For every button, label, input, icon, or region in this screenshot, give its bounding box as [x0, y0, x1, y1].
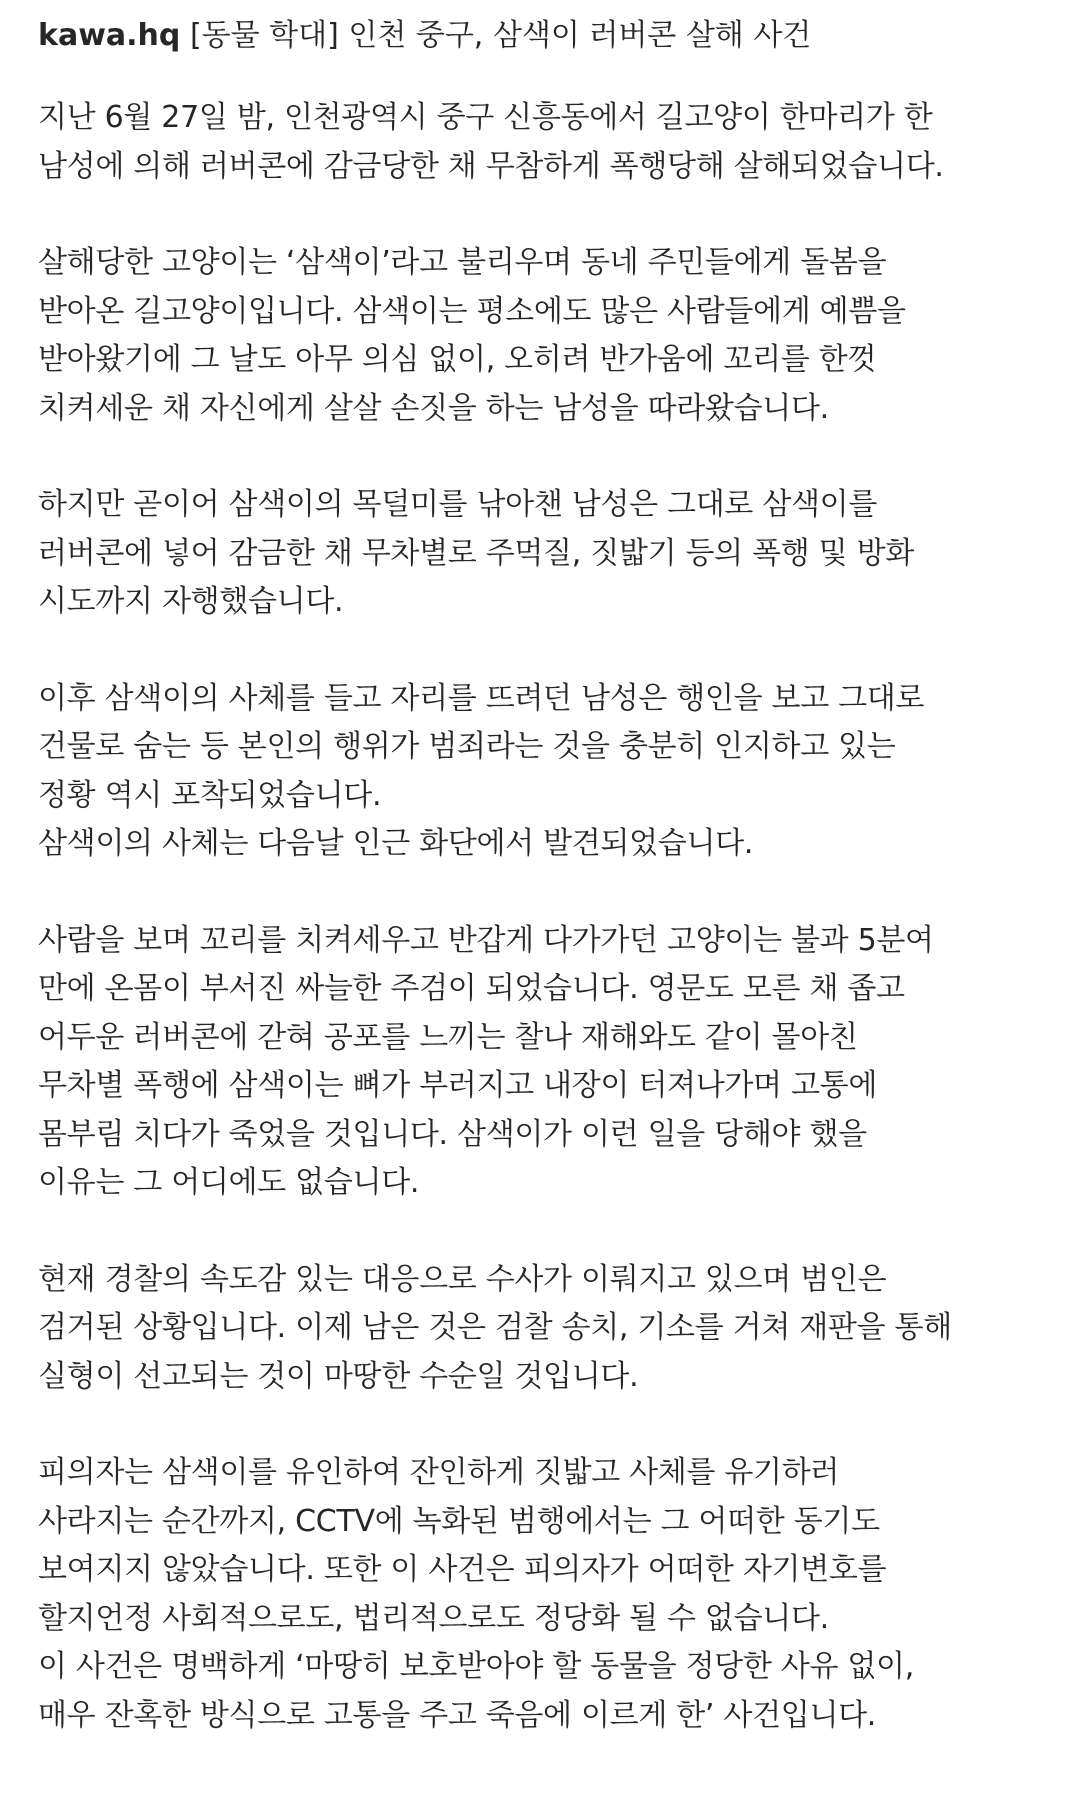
- caption-paragraph: [38, 1449, 1048, 1740]
- caption-line: 시도까지 자행했습니다.: [38, 584, 344, 619]
- caption-paragraph: [38, 239, 1048, 433]
- caption-line: 받아왔기에 그 날도 아무 의심 없이, 오히려 반가움에 꼬리를 한껏: [38, 342, 877, 377]
- caption-line: 이유는 그 어디에도 없습니다.: [38, 1165, 420, 1200]
- caption-line: 이 사건은 명백하게 ‘마땅히 보호받아야 할 동물을 정당한 사유 없이,: [38, 1649, 914, 1684]
- caption-paragraph: [38, 675, 1048, 869]
- caption-line: 피의자는 삼색이를 유인하여 잔인하게 짓밟고 사체를 유기하러: [38, 1455, 840, 1490]
- caption-line: 받아온 길고양이입니다. 삼색이는 평소에도 많은 사람들에게 예쁨을: [38, 293, 906, 329]
- post-caption: [38, 14, 1048, 1788]
- caption-line: 검거된 상황입니다. 이제 남은 것은 검찰 송치, 기소를 거쳐 재판을 통해: [38, 1310, 952, 1345]
- username-link[interactable]: kawa.hq: [38, 18, 181, 53]
- caption-line: 치켜세운 채 자신에게 살살 손짓을 하는 남성을 따라왔습니다.: [38, 390, 829, 426]
- caption-header: [38, 14, 1048, 58]
- caption-line: 무차별 폭행에 삼색이는 뼈가 부러지고 내장이 터져나가며 고통에: [38, 1068, 878, 1103]
- caption-line: 건물로 숨는 등 본인의 행위가 범죄라는 것을 충분히 인지하고 있는: [38, 729, 896, 764]
- caption-paragraph: [38, 1256, 1048, 1402]
- caption-line: 현재 경찰의 속도감 있는 대응으로 수사가 이뤄지고 있으며 범인은: [38, 1261, 887, 1297]
- caption-paragraph: [38, 481, 1048, 627]
- caption-line: 만에 온몸이 부서진 싸늘한 주검이 되었습니다. 영문도 모른 채 좁고: [38, 971, 905, 1006]
- caption-line: 러버콘에 넣어 감금한 채 무차별로 주먹질, 짓밟기 등의 폭행 및 방화: [38, 535, 914, 571]
- caption-line: 어두운 러버콘에 갇혀 공포를 느끼는 찰나 재해와도 같이 몰아친: [38, 1019, 858, 1055]
- caption-line: 삼색이의 사체는 다음날 인근 화단에서 발견되었습니다.: [38, 826, 754, 861]
- caption-line: 할지언정 사회적으로도, 법리적으로도 정당화 될 수 없습니다.: [38, 1600, 829, 1636]
- caption-line: 이후 삼색이의 사체를 들고 자리를 뜨려던 남성은 행인을 보고 그대로: [38, 680, 925, 716]
- post-title: [동물 학대] 인천 중구, 삼색이 러버콘 살해 사건: [189, 18, 812, 53]
- caption-paragraph: [38, 917, 1048, 1208]
- caption-line: 몸부림 치다가 죽었을 것입니다. 삼색이가 이런 일을 당해야 했을: [38, 1116, 867, 1152]
- caption-line: 지난 6월 27일 밤, 인천광역시 중구 신흥동에서 길고양이 한마리가 한: [38, 100, 933, 135]
- caption-line: 정황 역시 포착되었습니다.: [38, 777, 382, 813]
- caption-line: 남성에 의해 러버콘에 감금당한 채 무참하게 폭행당해 살해되었습니다.: [38, 148, 944, 184]
- caption-line: 살해당한 고양이는 ‘삼색이’라고 불리우며 동네 주민들에게 돌봄을: [38, 245, 887, 280]
- caption-paragraph: [38, 94, 1048, 191]
- caption-line: 사라지는 순간까지, CCTV에 녹화된 범행에서는 그 어떠한 동기도: [38, 1503, 880, 1539]
- caption-line: 하지만 곧이어 삼색이의 목덜미를 낚아챈 남성은 그대로 삼색이를: [38, 487, 878, 522]
- caption-line: 보여지지 않았습니다. 또한 이 사건은 피의자가 어떠한 자기변호를: [38, 1552, 887, 1587]
- caption-line: 사람을 보며 꼬리를 치켜세우고 반갑게 다가가던 고양이는 불과 5분여: [38, 922, 934, 958]
- caption-line: 실형이 선고되는 것이 마땅한 수순일 것입니다.: [38, 1358, 639, 1394]
- caption-body: [38, 94, 1048, 1740]
- caption-line: 매우 잔혹한 방식으로 고통을 주고 죽음에 이르게 한’ 사건입니다.: [38, 1697, 877, 1733]
